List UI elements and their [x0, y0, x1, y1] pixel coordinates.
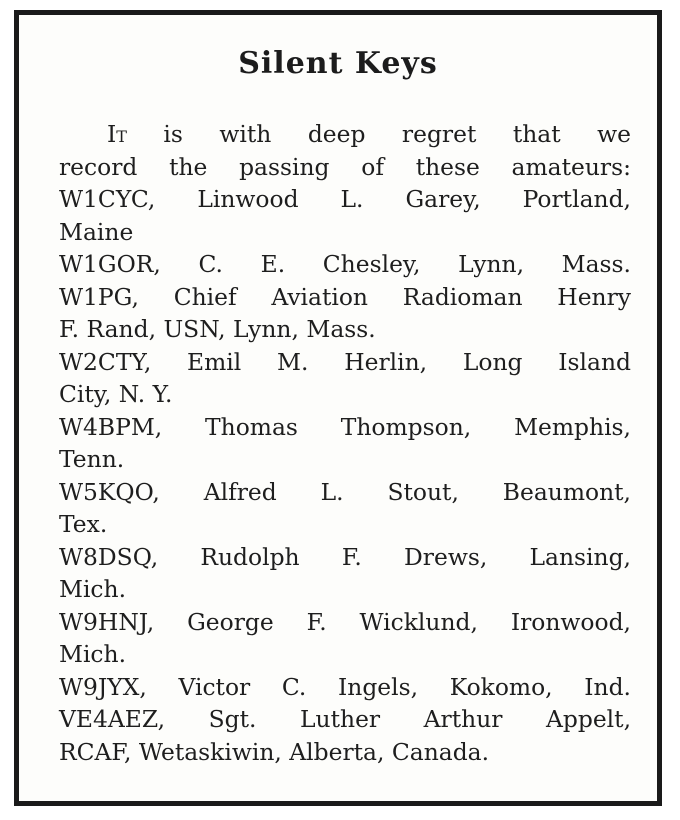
list-item — [59, 476, 631, 541]
entry-continuation: City, N. Y. — [59, 380, 173, 408]
entry-line: W9JYX, Victor C. Ingels, Kokomo, Ind. — [59, 672, 631, 701]
notice-title: Silent Keys — [238, 46, 438, 81]
list-item — [59, 541, 631, 606]
intro-line-1 — [59, 118, 631, 151]
list-item — [59, 703, 631, 768]
entry-continuation: RCAF, Wetaskiwin, Alberta, Canada. — [59, 737, 490, 766]
list-item — [59, 606, 631, 671]
entry-line: W9HNJ, George F. Wicklund, Ironwood, — [59, 607, 631, 636]
list-item — [59, 671, 631, 704]
list-item — [59, 411, 631, 476]
entry-line: W1CYC, Linwood L. Garey, Portland, — [59, 185, 631, 213]
list-item — [59, 183, 631, 248]
entry-line: VE4AEZ, Sgt. Luther Arthur Appelt, — [59, 705, 631, 733]
entry-line: W1PG, Chief Aviation Radioman Henry — [59, 282, 631, 311]
intro-first-word: It — [107, 120, 127, 148]
list-item — [59, 281, 631, 346]
entry-line: W8DSQ, Rudolph F. Drews, Lansing, — [59, 542, 631, 571]
notice-frame — [14, 10, 662, 806]
entry-continuation: Mich. — [59, 640, 127, 668]
entry-line: W4BPM, Thomas Thompson, Memphis, — [59, 412, 631, 441]
entry-continuation: Tex. — [59, 510, 108, 538]
list-item — [59, 248, 631, 281]
entry-continuation: Mich. — [59, 575, 127, 603]
entry-line: W2CTY, Emil M. Herlin, Long Island — [59, 347, 631, 376]
entry-continuation: F. Rand, USN, Lynn, Mass. — [59, 315, 376, 343]
notice-body — [59, 118, 631, 768]
intro-line-2: record the passing of these amateurs: — [59, 152, 631, 181]
intro-paragraph — [59, 118, 631, 183]
intro-line-1-rest: is with deep regret that we — [126, 120, 631, 148]
entry-line: W1GOR, C. E. Chesley, Lynn, Mass. — [59, 250, 631, 278]
entry-continuation: Tenn. — [59, 445, 125, 473]
entry-line: W5KQO, Alfred L. Stout, Beaumont, — [59, 477, 631, 506]
entry-continuation: Maine — [59, 217, 134, 246]
silent-keys-list — [59, 183, 631, 768]
list-item — [59, 346, 631, 411]
